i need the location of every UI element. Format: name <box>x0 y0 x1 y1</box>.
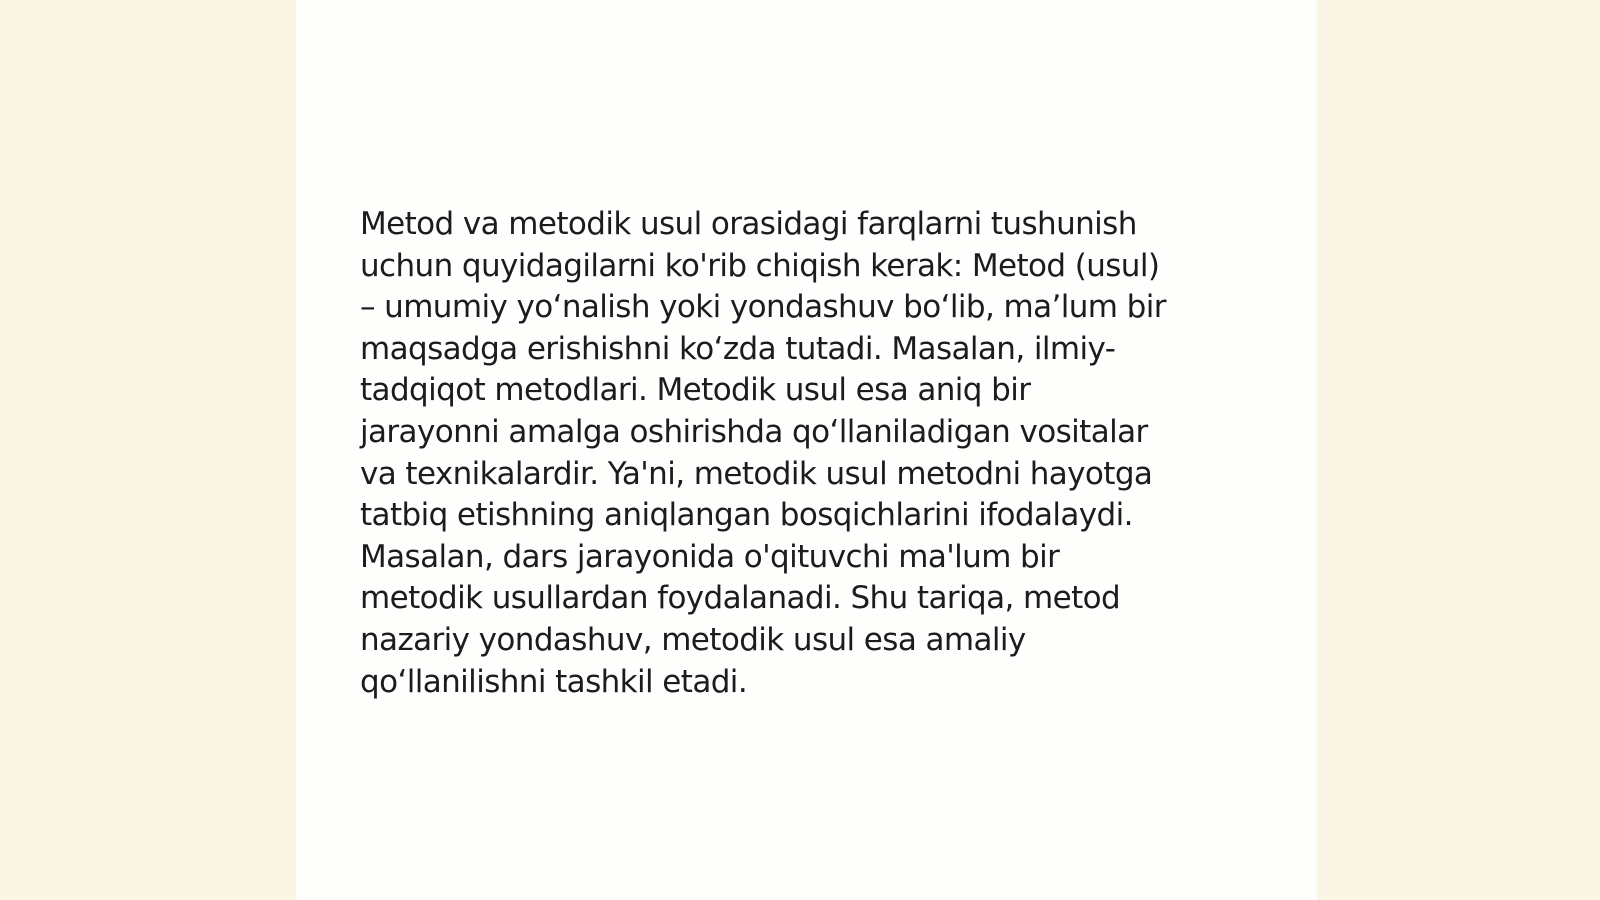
right-background-panel <box>1317 0 1600 900</box>
slide-body-text: Metod va metodik usul orasidagi farqlarni tushunish uchun quyidagilarni ko'rib chiqish kerak: Metod (usul) – umumiy yo‘nalish yoki yondashuv bo‘lib, ma’lum bir maqsadga erishishni ko‘zda tutadi. Masalan, ilmiy- tadqiqot metodlari. Metodik usul esa aniq bir jarayonni amalga oshirishda qo‘llaniladigan vositalar va texnikalardir. Ya'ni, metodik usul metodni hayotga tatbiq etishning aniqlangan bosqichlarini ifodalaydi. Masalan, dars jarayonida o'qituvchi ma'lum bir metodik usullardan foydalanadi. Shu tariqa, metod nazariy yondashuv, metodik usul esa amaliy qo‘llanilishni tashkil etadi. <box>360 206 1166 700</box>
left-background-panel <box>0 0 296 900</box>
slide-canvas <box>296 0 1317 900</box>
